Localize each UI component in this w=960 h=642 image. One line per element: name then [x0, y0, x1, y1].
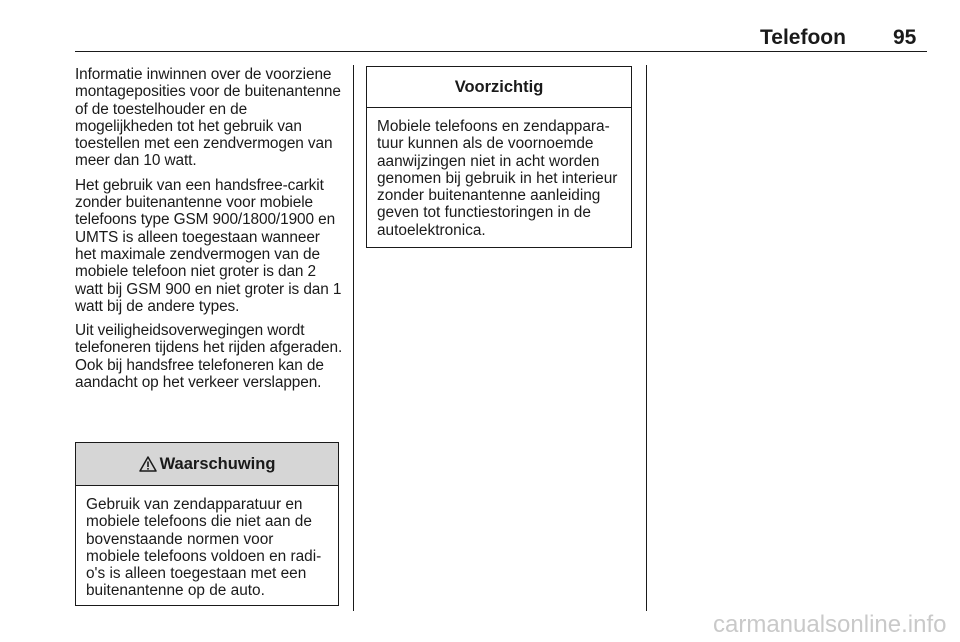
- header-divider: [75, 51, 927, 52]
- paragraph-antenna-info: Informatie inwinnen over de voorziene montageposities voor de buitenantenne of de toestelhouder en de mogelijkheden tot het gebruik van toestellen met een zendvermogen van meer dan 10 watt.: [75, 66, 341, 170]
- column-divider-right: [646, 65, 647, 611]
- column-divider-left: [353, 65, 354, 611]
- paragraph-handsfree-carkit: Het gebruik van een handsfree-carkit zonder buitenantenne voor mobiele telefoons type GSM 900/1800/1900 en UMTS is alleen toegestaan wanneer het maximale zendvermogen van de mobiele telefoon niet groter is dan 2 watt bij GSM 900 en niet groter is dan 1 watt bij de andere types.: [75, 176, 342, 315]
- watermark-text: carmanualsonline.info: [713, 611, 947, 638]
- caution-box: [366, 66, 632, 248]
- caution-box-header: [367, 67, 631, 108]
- warning-box-title: Waarschuwing: [159, 454, 276, 473]
- warning-box-header: [76, 443, 338, 486]
- caution-box-text: Mobiele telefoons en zendapparatuur kunnen als de voornoemde aanwijzingen niet in acht worden genomen bij gebruik in het interieur zonder buitenantenne aanleiding geven tot functiestoringen in de autoelektronica.: [377, 118, 618, 239]
- body-column-left: [75, 66, 343, 398]
- warning-triangle-icon: [139, 456, 157, 472]
- page-number: 95: [893, 26, 917, 49]
- warning-box: [75, 442, 339, 606]
- caution-box-title: Voorzichtig: [454, 77, 544, 96]
- paragraph-safety: Uit veiligheidsoverwegingen wordt telefoneren tijdens het rijden afgeraden. Ook bij handsfree telefoneren kan de aandacht op het verkeer verslappen.: [75, 322, 343, 392]
- warning-box-text: Gebruik van zendapparatuur en mobiele telefoons die niet aan de bovenstaande normen voor mobiele telefoons voldoen en radio's is alleen toegestaan met een buitenantenne op de auto.: [86, 496, 322, 600]
- page-section-title: Telefoon: [760, 26, 846, 49]
